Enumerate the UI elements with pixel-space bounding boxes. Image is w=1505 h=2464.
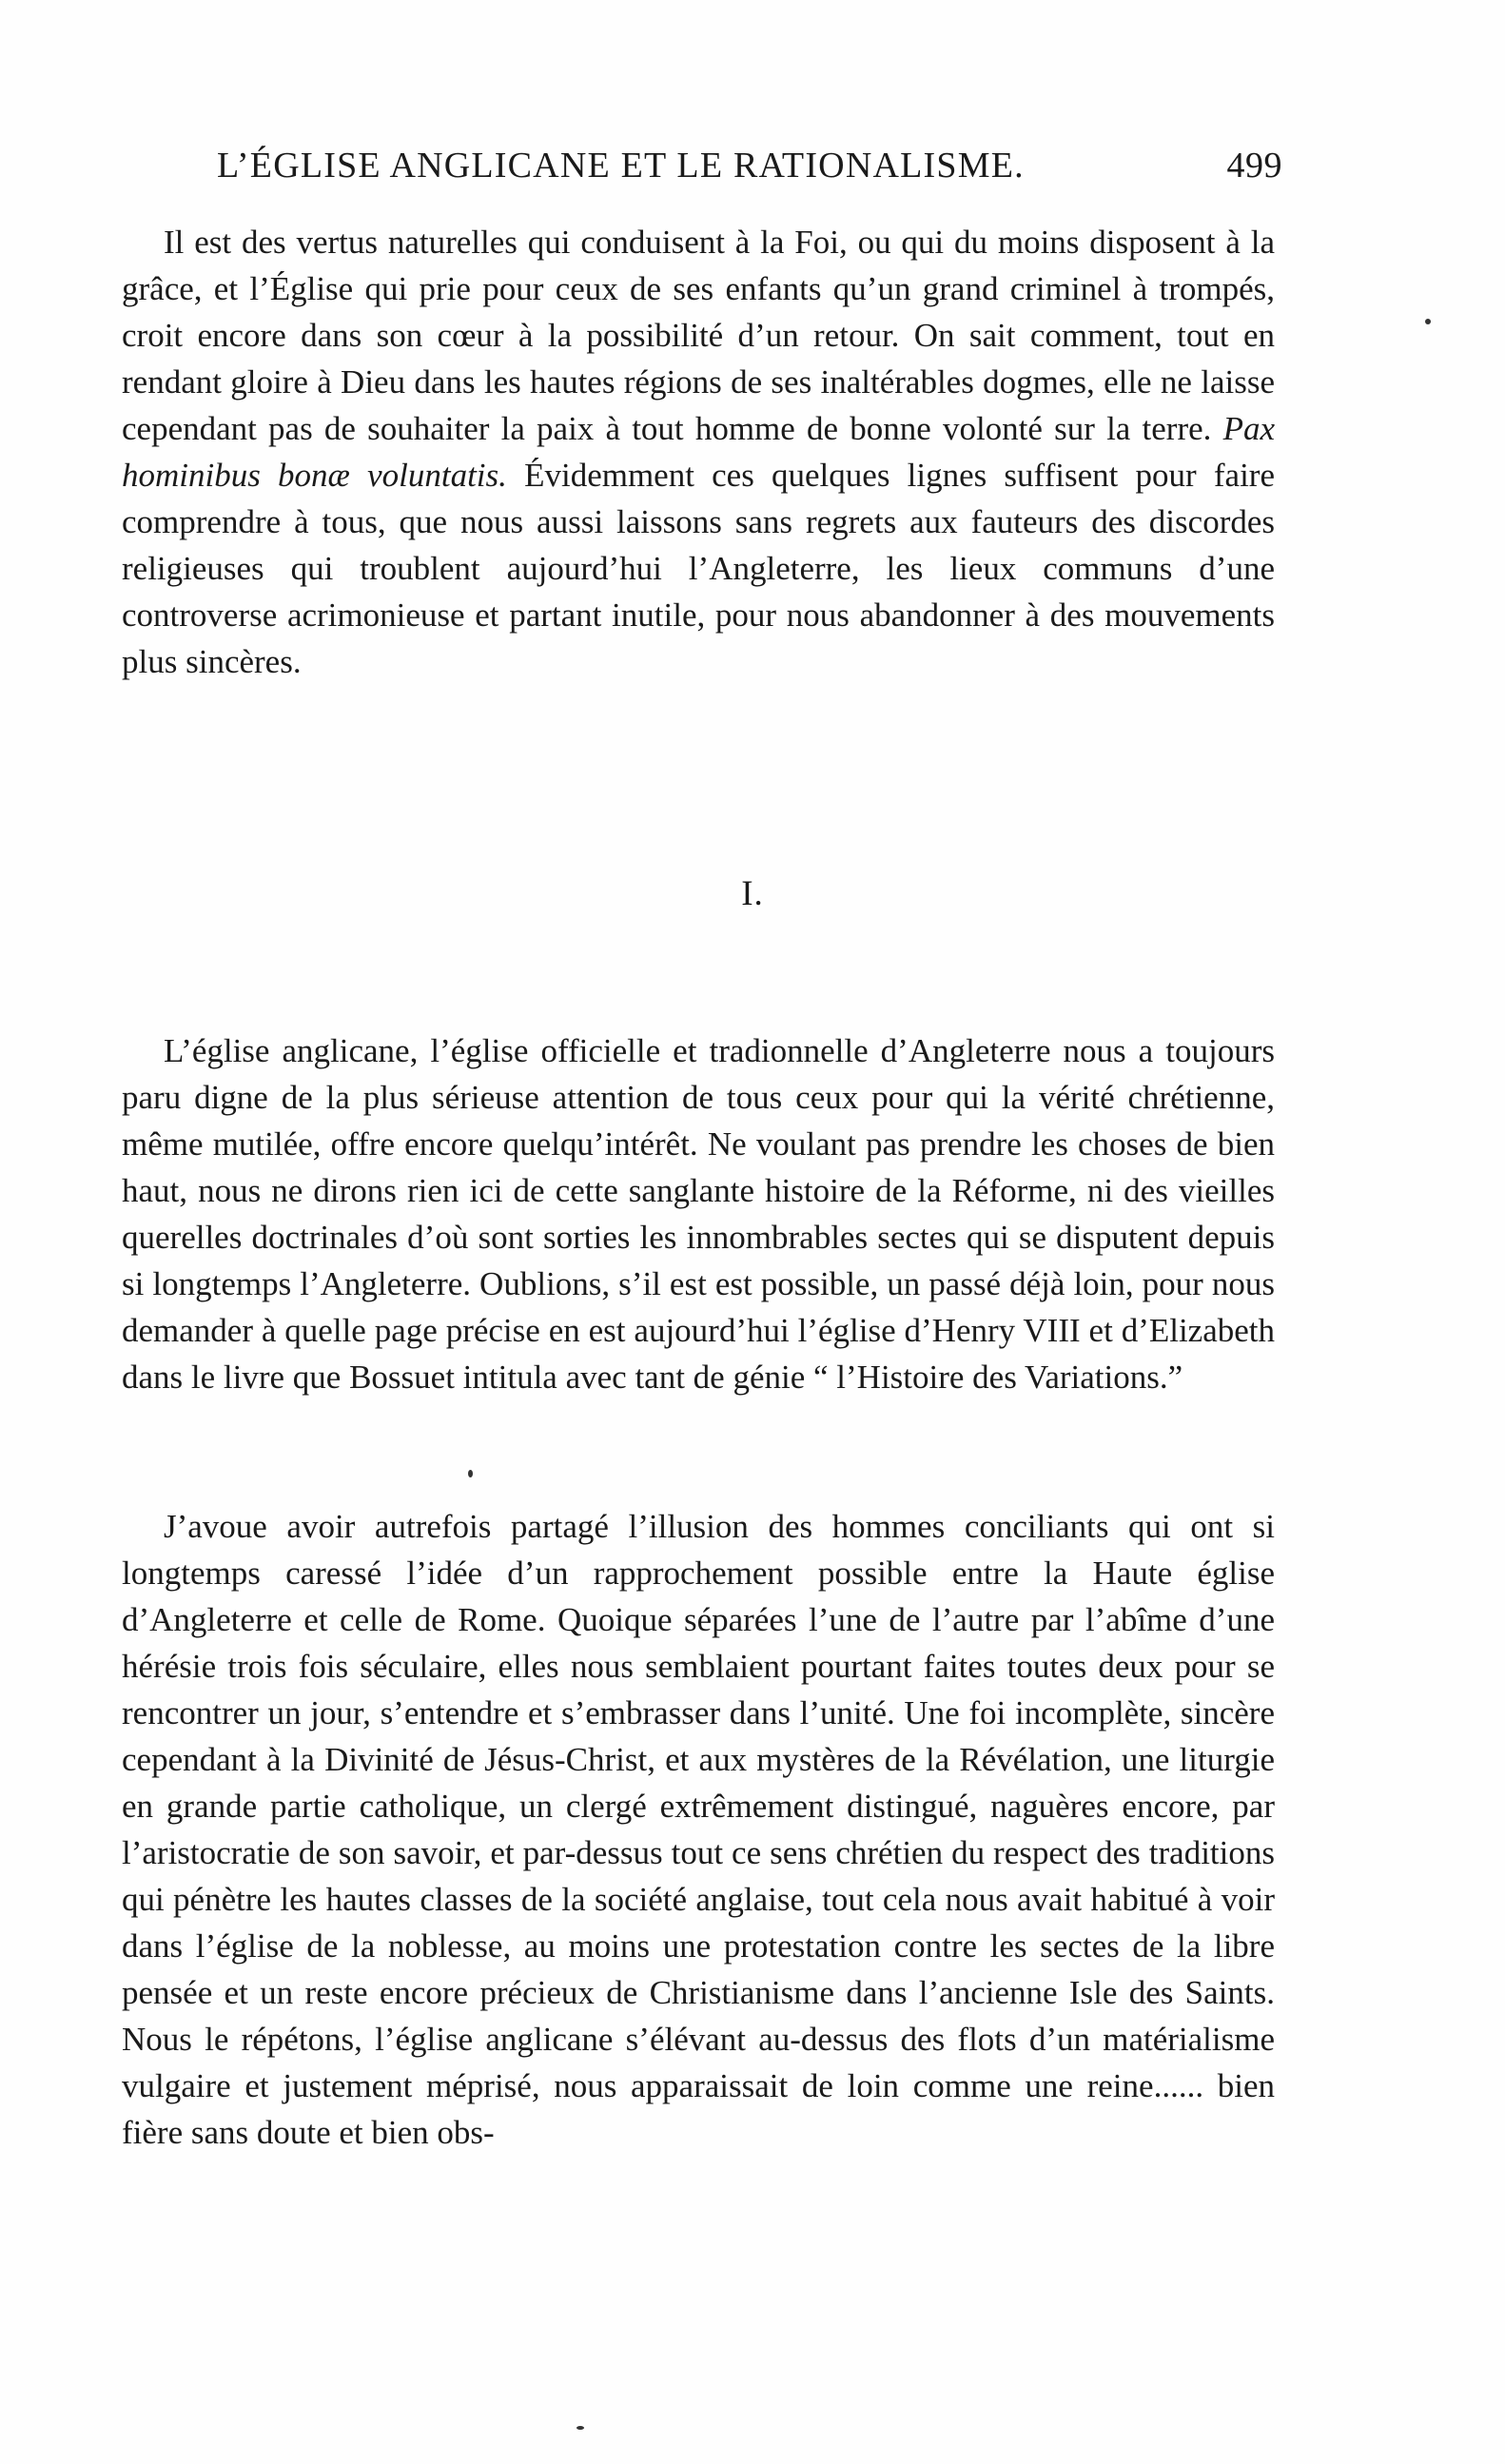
latin-quotation: Pax hominibus bonæ voluntatis. [122, 410, 1275, 494]
ink-speck [577, 2426, 584, 2430]
running-title: L’ÉGLISE ANGLICANE ET LE RATIONALISME. [217, 146, 1025, 186]
paragraph-1: L’église anglicane, l’église officielle et tradionnelle d’Angleterre nous a toujours paru digne de la plus sérieuse attention de tous ceux pour qui la vérité chrétienne, même mutilée, offre encore quelqu’intérêt. Ne voulant pas prendre les choses de bien haut, nous ne dirons rien ici de cette sanglante histoire de la Réforme, ni des vieilles querelles doctrinales d’où sont sorties les innombrables sectes qui se disputent depuis si longtemps l’Angleterre. Oublions, s’il est est possible, un passé déjà loin, pour nous demander à quelle page précise en est aujourd’hui l’église d’Henry VIII et d’Elizabeth dans le livre que Bossuet intitula avec tant de génie “ l’Histoire des Variations.” [122, 1032, 1275, 1396]
ink-speck [1425, 319, 1431, 324]
intro-paragraph [122, 219, 1275, 685]
paragraph-block-2 [122, 1503, 1275, 2156]
intro-text-before-latin: Il est des vertus naturelles qui conduisent à la Foi, ou qui du moins disposent à la grâce, et l’Église qui prie pour ceux de ses enfants qu’un grand criminel à trompés, croit encore dans son cœur à la possibilité d’un retour. On sait comment, tout en rendant gloire à Dieu dans les hautes régions de ses inaltérables dogmes, elle ne laisse cependant pas de souhaiter la paix à tout homme de bonne volonté sur la terre. [122, 224, 1275, 447]
running-header [217, 145, 1282, 194]
intro-text-after-latin: Évidemment ces quelques lignes suffisent pour faire comprendre à tous, que nous aussi laissons sans regrets aux fauteurs des discordes religieuses qui troublent aujourd’hui l’Angleterre, les lieux communs d’une controverse acrimonieuse et partant inutile, pour nous abandonner à des mouvements plus sincères. [122, 457, 1275, 680]
ink-speck [468, 1470, 473, 1477]
paragraph-2: J’avoue avoir autrefois partagé l’illusion des hommes conciliants qui ont si longtemps caressé l’idée d’un rapprochement possible entre la Haute église d’Angleterre et celle de Rome. Quoique séparées l’une de l’autre par l’abîme d’une hérésie trois fois séculaire, elles nous semblaient pourtant faites toutes deux pour se rencontrer un jour, s’entendre et s’embrasser dans l’unité. Une foi incomplète, sincère cependant à la Divinité de Jésus-Christ, et aux mystères de la Révélation, une liturgie en grande partie catholique, un clergé extrêmement distingué, naguères encore, par l’aristocratie de son savoir, et par-dessus tout ce sens chrétien du respect des traditions qui pénètre les hautes classes de la société anglaise, tout cela nous avait habitué à voir dans l’église de la noblesse, au moins une protestation contre les sectes de la libre pensée et un reste encore précieux de Christianisme dans l’ancienne Isle des Saints. Nous le répétons, l’église anglicane s’élévant au-dessus des flots d’un matérialisme vulgaire et justement méprisé, nous apparaissait de loin comme une reine...... bien fière sans doute et bien obs- [122, 1508, 1275, 2151]
paragraph-block-1 [122, 1027, 1275, 1400]
page-number: 499 [1226, 146, 1282, 186]
intro-paragraph-block [122, 219, 1275, 685]
section-heading: I. [741, 874, 764, 913]
